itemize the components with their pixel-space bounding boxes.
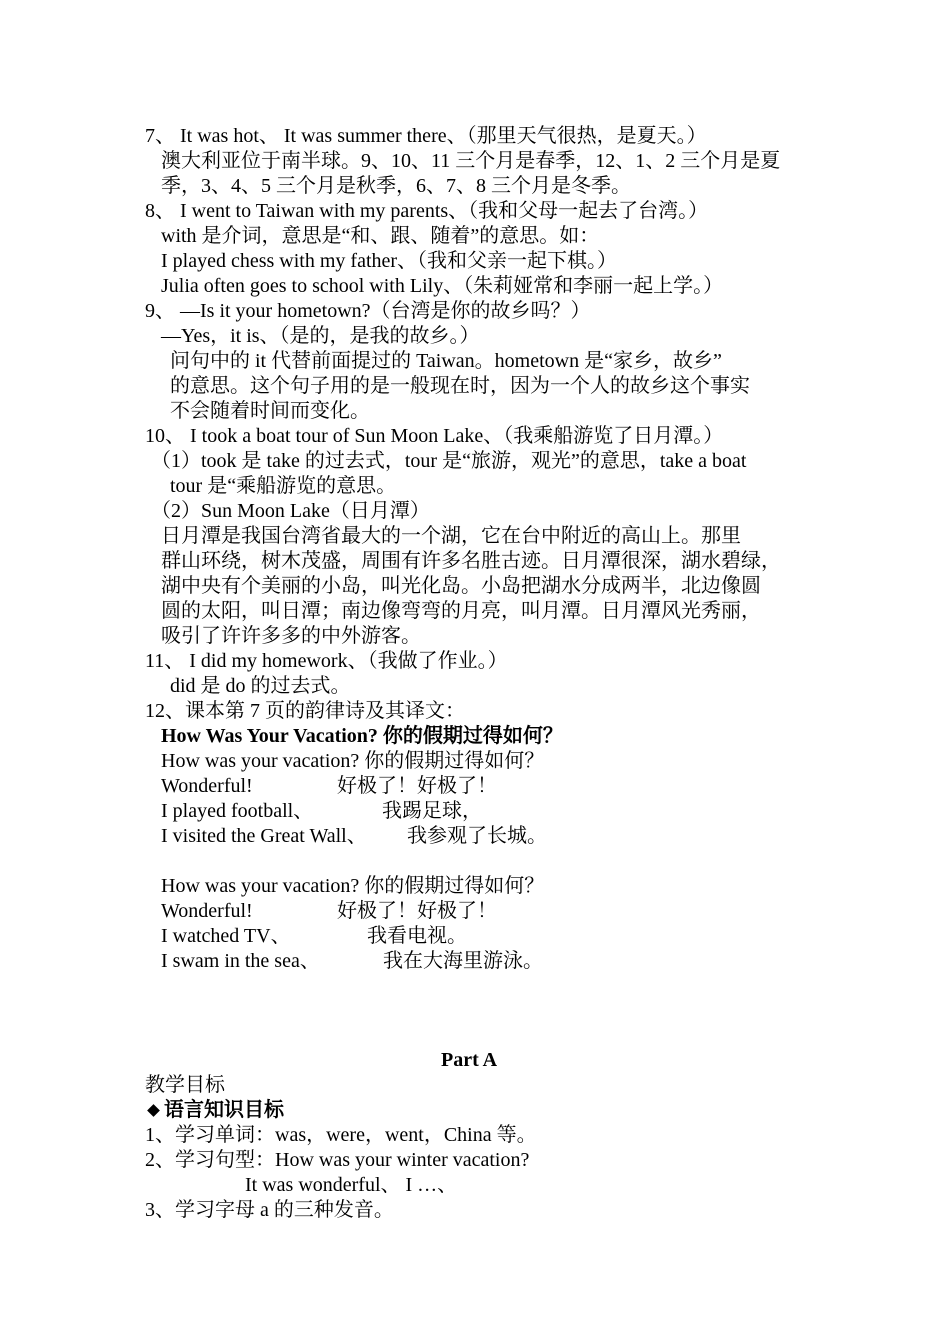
goal-item-cont: It was wonderful、 I …、 xyxy=(245,1174,458,1196)
item-7-note-2: 季，3、4、5 三个月是秋季，6、7、8 三个月是冬季。 xyxy=(161,175,631,197)
item-10-note-1-cont: tour 是“乘船游览的意思。 xyxy=(170,475,397,497)
poem-line-cn: 我参观了长城。 xyxy=(407,825,547,847)
poem-line: How was your vacation? 你的假期过得如何？ xyxy=(161,750,545,772)
goal-item: 3、学习字母 a 的三种发音。 xyxy=(145,1199,394,1221)
poem-line-en: I visited the Great Wall、 xyxy=(161,825,367,847)
item-7-note-1: 澳大利亚位于南半球。9、10、11 三个月是春季，12、1、2 三个月是夏 xyxy=(161,150,781,172)
item-8-note: with 是介词，意思是“和、跟、随着”的意思。如： xyxy=(161,225,600,247)
item-12-heading: 12、课本第 7 页的韵律诗及其译文： xyxy=(145,700,465,722)
part-title: Part A xyxy=(441,1049,498,1071)
poem-line: How was your vacation? 你的假期过得如何？ xyxy=(161,875,545,897)
poem-title: How Was Your Vacation? 你的假期过得如何？ xyxy=(161,725,563,747)
item-10-lake-2: 群山环绕，树木茂盛，周围有许多名胜古迹。日月潭很深，湖水碧绿， xyxy=(161,550,781,572)
item-10-note-1: （1）took 是 take 的过去式，tour 是“旅游，观光”的意思，take a boat xyxy=(151,450,747,472)
poem-line-cn: 我踢足球， xyxy=(382,800,482,822)
item-9-note-1: 问句中的 it 代替前面提过的 Taiwan。hometown 是“家乡，故乡” xyxy=(170,350,722,372)
goal-item: 2、学习句型：How was your winter vacation? xyxy=(145,1149,530,1171)
poem-line-cn: 我看电视。 xyxy=(367,925,467,947)
diamond-bullet-icon xyxy=(147,1104,160,1117)
item-10-lake-4: 圆的太阳，叫日潭；南边像弯弯的月亮，叫月潭。日月潭风光秀丽， xyxy=(161,600,761,622)
item-10-lake-1: 日月潭是我国台湾省最大的一个湖，它在台中附近的高山上。那里 xyxy=(161,525,741,547)
goal-subheading-text: 语言知识目标 xyxy=(164,1099,284,1121)
poem-line-en: Wonderful! xyxy=(161,900,253,922)
item-9-answer: —Yes，it is、（是的，是我的故乡。） xyxy=(161,325,480,347)
poem-line-cn: 我在大海里游泳。 xyxy=(383,950,543,972)
poem-line-en: I swam in the sea、 xyxy=(161,950,320,972)
poem-line-en: I watched TV、 xyxy=(161,925,291,947)
poem-line-cn: 好极了！好极了！ xyxy=(337,775,497,797)
item-10-lake-3: 湖中央有个美丽的小岛，叫光化岛。小岛把湖水分成两半，北边像圆 xyxy=(161,575,761,597)
goal-heading: 教学目标 xyxy=(145,1074,225,1096)
item-9-note-3: 不会随着时间而变化。 xyxy=(170,400,370,422)
item-8-sentence: 8、 I went to Taiwan with my parents、（我和父母一起去了台湾。） xyxy=(145,200,709,222)
goal-subheading xyxy=(145,1098,284,1123)
item-11-note: did 是 do 的过去式。 xyxy=(170,675,351,697)
item-8-example-1: I played chess with my father、（我和父亲一起下棋。） xyxy=(161,250,618,272)
poem-line-en: I played football、 xyxy=(161,800,314,822)
item-7-sentence: 7、 It was hot、 It was summer there、（那里天气很热，是夏天。） xyxy=(145,125,707,147)
poem-line-en: Wonderful! xyxy=(161,775,253,797)
item-8-example-2: Julia often goes to school with Lily、（朱莉娅常和李丽一起上学。） xyxy=(161,275,724,297)
item-10-sentence: 10、 I took a boat tour of Sun Moon Lake、（我乘船游览了日月潭。） xyxy=(145,425,724,447)
goal-item: 1、学习单词：was，were，went，China 等。 xyxy=(145,1124,537,1146)
item-10-note-2: （2）Sun Moon Lake（日月潭） xyxy=(151,500,430,522)
item-9-question: 9、 —Is it your hometown?（台湾是你的故乡吗？） xyxy=(145,300,591,322)
poem-line-cn: 好极了！好极了！ xyxy=(337,900,497,922)
item-11-sentence: 11、 I did my homework、（我做了作业。） xyxy=(145,650,508,672)
item-10-lake-5: 吸引了许许多多的中外游客。 xyxy=(161,625,421,647)
item-9-note-2: 的意思。这个句子用的是一般现在时，因为一个人的故乡这个事实 xyxy=(170,375,750,397)
